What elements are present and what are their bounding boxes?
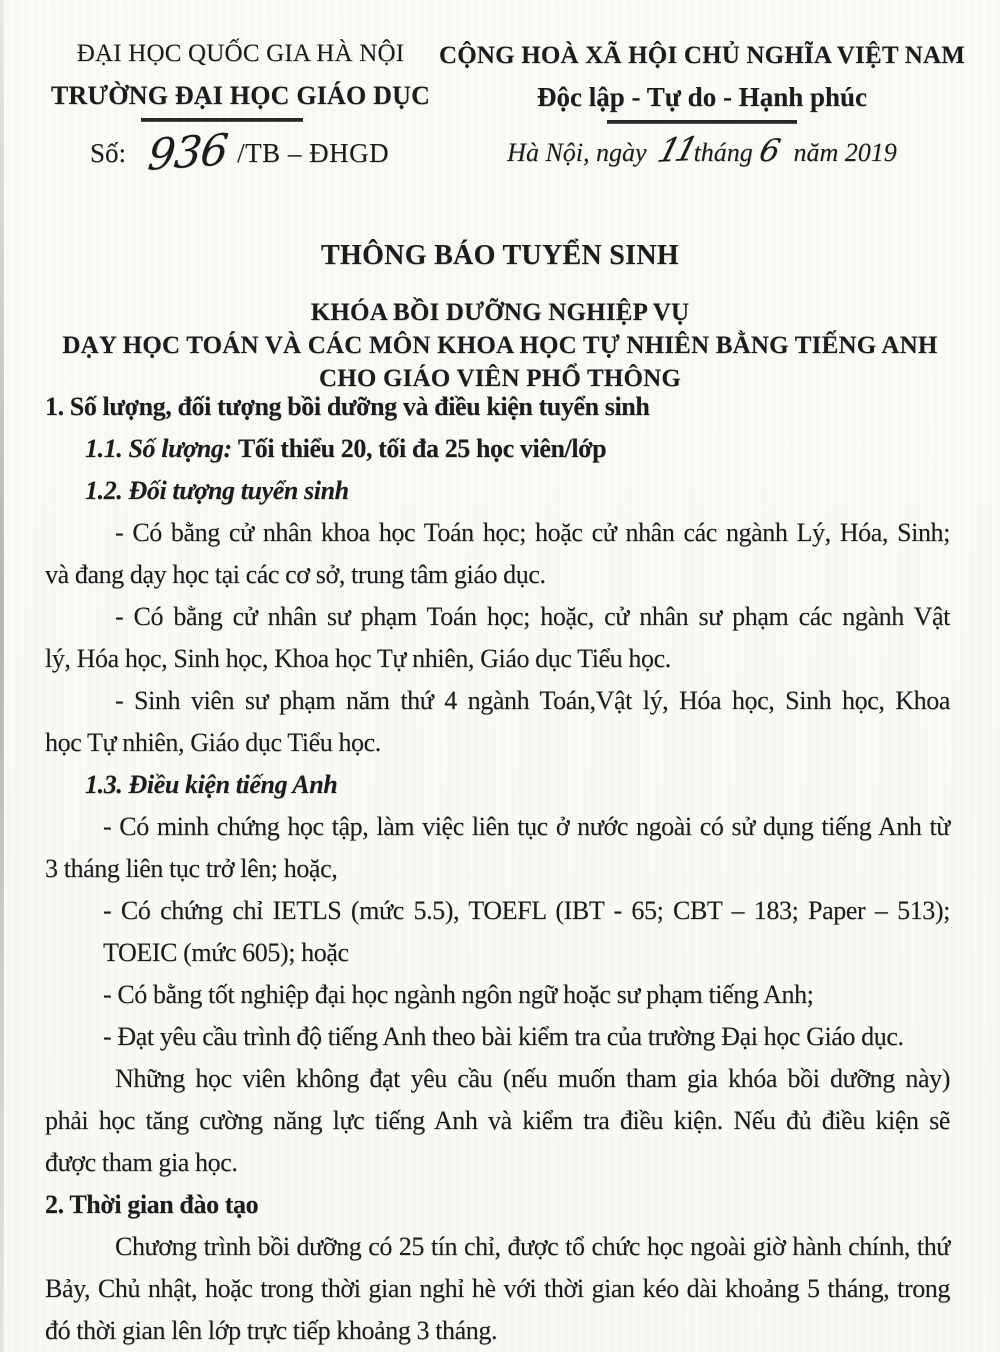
doc-number-value-handwritten: 936 [145, 124, 230, 181]
date-line [432, 129, 972, 170]
doc-number-label: Số: [90, 137, 127, 168]
section-1-heading: 1. Số lượng, đối tượng bồi dưỡng và điều kiện tuyển sinh [45, 392, 650, 421]
section-2-heading: 2. Thời gian đào tạo [45, 1190, 259, 1219]
doc-number-suffix: /TB – ĐHGD [237, 137, 390, 168]
announcement-subtitle [0, 296, 1000, 395]
section-1-1-label: 1.1. Số lượng: [85, 434, 232, 463]
training-duration-line-1: Chương trình bồi dưỡng có 25 tín chỉ, được tổ chức học ngoài giờ hành chính, thứ [115, 1232, 950, 1261]
section-1-3-heading: 1.3. Điều kiện tiếng Anh [85, 770, 338, 799]
english-req-item-3: - Có bằng tốt nghiệp đại học ngành ngôn ngữ hoặc sư phạm tiếng Anh; [103, 980, 814, 1009]
eligibility-item-2-line-2: lý, Hóa học, Sinh học, Khoa học Tự nhiên, Giáo dục Tiểu học. [45, 644, 671, 673]
national-motto: Độc lập - Tự do - Hạnh phúc [536, 82, 868, 112]
date-suffix: năm 2019 [793, 138, 897, 167]
english-req-item-1-line-2: 3 tháng liên tục trở lên; hoặc, [45, 854, 338, 883]
org-name-line1: ĐẠI HỌC QUỐC GIA HÀ NỘI [76, 40, 405, 67]
eligibility-item-1-line-1: - Có bằng cử nhân khoa học Toán học; hoặc cử nhân các ngành Lý, Hóa, Sinh; [115, 518, 950, 547]
motto-underline [607, 120, 797, 124]
doc-number-line [48, 124, 433, 181]
training-duration-line-3: đó thời gian lên lớp trực tiếp khoảng 3 tháng. [45, 1316, 498, 1345]
english-req-item-2-line-1: - Có chứng chỉ IETLS (mức 5.5), TOEFL (IBT - 65; CBT – 183; Paper – 513); [103, 896, 950, 925]
org-underline [141, 118, 303, 122]
org-name-line2: TRƯỜNG ĐẠI HỌC GIÁO DỤC [50, 81, 431, 110]
english-req-note-line-2: phải học tăng cường năng lực tiếng Anh và kiểm tra điều kiện. Nếu đủ điều kiện sẽ [45, 1106, 950, 1135]
section-1-2-heading: 1.2. Đối tượng tuyển sinh [85, 476, 349, 505]
announcement-title: THÔNG BÁO TUYỂN SINH [321, 240, 679, 271]
eligibility-item-2-line-1: - Có bằng cử nhân sư phạm Toán học; hoặc, cử nhân sư phạm các ngành Vật [115, 602, 950, 631]
training-duration-line-2: Bảy, Chủ nhật, hoặc trong thời gian nghỉ hè với thời gian kéo dài khoảng 5 tháng, trong [45, 1274, 950, 1303]
english-req-item-1-line-1: - Có minh chứng học tập, làm việc liên tục ở nước ngoài có sử dụng tiếng Anh từ [103, 812, 950, 841]
date-prefix: Hà Nội, ngày [507, 138, 647, 167]
date-month-handwritten: 6 [755, 133, 784, 169]
header-national-motto [432, 42, 972, 170]
national-title: CỘNG HOÀ XÃ HỘI CHỦ NGHĨA VIỆT NAM [438, 42, 966, 69]
section-1-1-line [45, 428, 950, 470]
english-req-note-line-3: được tham gia học. [45, 1148, 238, 1177]
date-day-handwritten: 11 [653, 129, 699, 170]
english-req-item-4: - Đạt yêu cầu trình độ tiếng Anh theo bài kiểm tra của trường Đại học Giáo dục. [103, 1022, 904, 1051]
subtitle-line1: KHÓA BỒI DƯỠNG NGHIỆP VỤ [310, 299, 690, 326]
date-thang-label: tháng [693, 138, 753, 167]
header-issuing-org [48, 40, 433, 181]
eligibility-item-3-line-1: - Sinh viên sư phạm năm thứ 4 ngành Toán,Vật lý, Hóa học, Sinh học, Khoa [115, 686, 950, 715]
eligibility-item-3-line-2: học Tự nhiên, Giáo dục Tiểu học. [45, 728, 381, 757]
eligibility-item-1-line-2: và đang dạy học tại các cơ sở, trung tâm giáo dục. [45, 560, 546, 589]
subtitle-line2: DẠY HỌC TOÁN VÀ CÁC MÔN KHOA HỌC TỰ NHIÊN BẰNG TIẾNG ANH [62, 332, 938, 359]
english-req-item-2-line-2: TOEIC (mức 605); hoặc [103, 938, 349, 967]
subtitle-line3: CHO GIÁO VIÊN PHỔ THÔNG [318, 365, 682, 392]
document-body [45, 386, 950, 1352]
scan-edge-artifact [0, 0, 4, 1352]
section-1-1-text: Tối thiểu 20, tối đa 25 học viên/lớp [237, 434, 607, 463]
english-req-note-line-1: Những học viên không đạt yêu cầu (nếu muốn tham gia khóa bồi dưỡng này) [115, 1064, 950, 1093]
